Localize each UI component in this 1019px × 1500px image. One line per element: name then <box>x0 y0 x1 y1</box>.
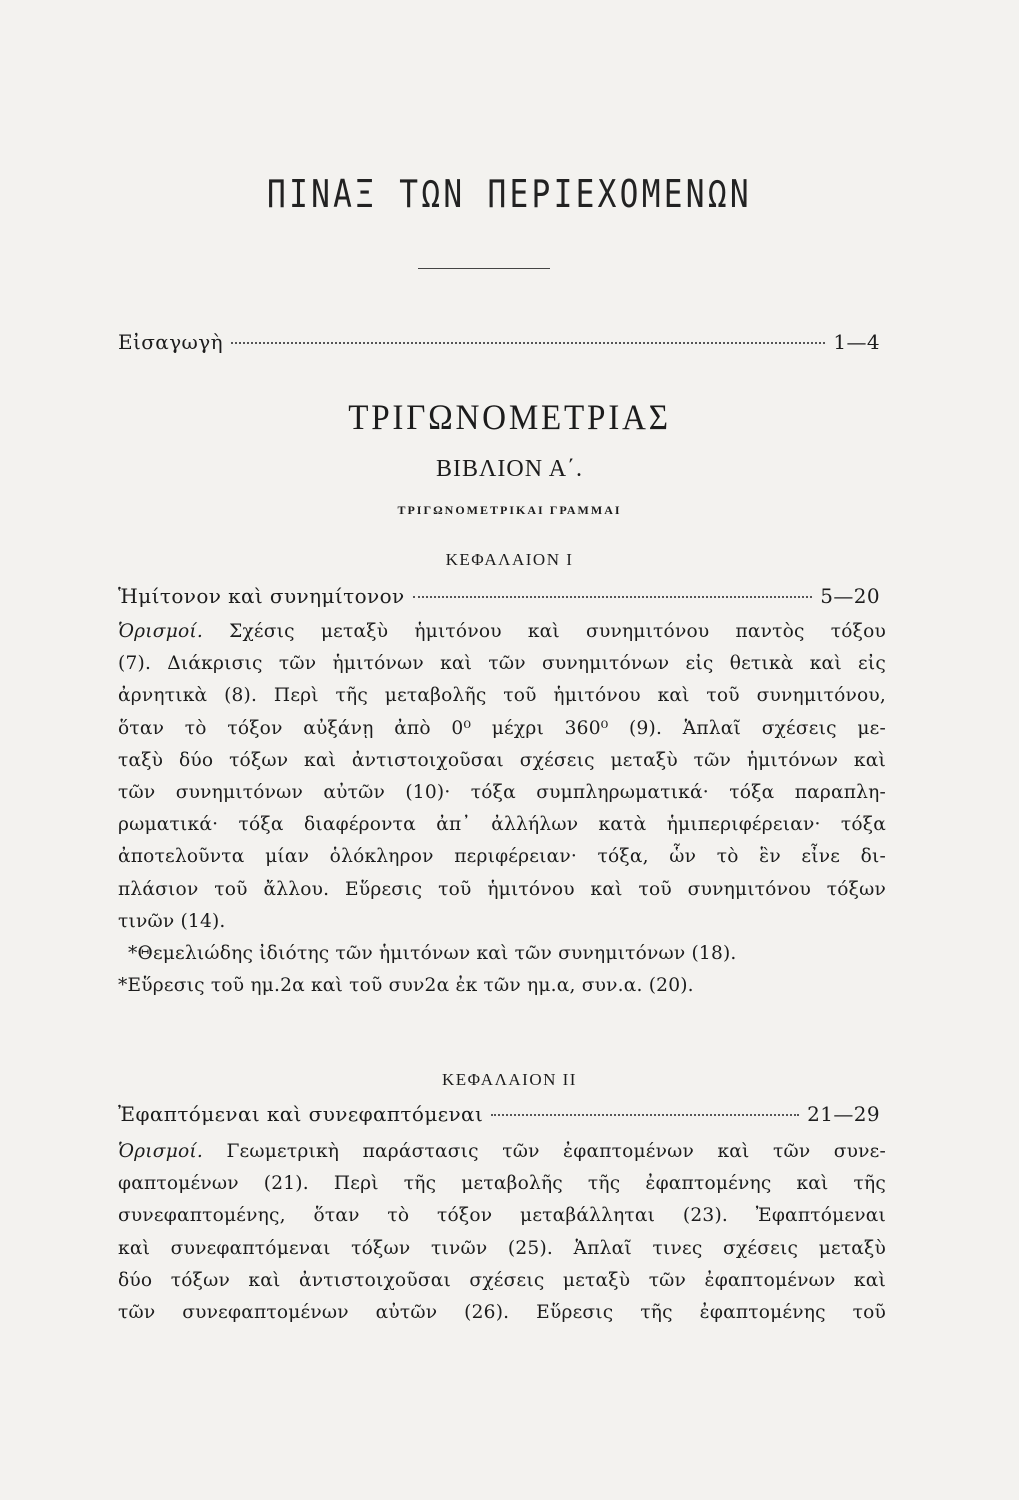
toc-entry-chapter-1 <box>118 584 880 608</box>
summary-line: Ὁρισμοί. Γεωμετρικὴ παράστασις τῶν ἐφαπτομένων καὶ τῶν συνε- <box>118 1141 886 1162</box>
summary-line: τῶν συνεφαπτομένων αὐτῶν (26). Εὕρεσις τῆς ἐφαπτομένης τοῦ <box>118 1302 886 1324</box>
toc-entry-intro-label: Εἰσαγωγὴ <box>118 330 223 354</box>
summary-line: (7). Διάκρισις τῶν ἡμιτόνων καὶ τῶν συνημιτόνων εἰς θετικὰ καὶ εἰς <box>118 653 886 675</box>
summary-line: ἀποτελοῦντα μίαν ὁλόκληρον περιφέρειαν· τόξα, ὧν τὸ ἓν εἶνε δι- <box>118 846 886 868</box>
toc-entry-chapter-2-title: Ἐφαπτόμεναι καὶ συνεφαπτόμεναι <box>118 1102 484 1126</box>
summary-line: συνεφαπτομένης, ὅταν τὸ τόξον μεταβάλληται (23). Ἐφαπτόμεναι <box>118 1205 886 1227</box>
dot-leader <box>231 342 825 344</box>
chapter-heading-1: ΚΕΦΑΛΑΙΟΝ Ι <box>445 550 574 569</box>
chapter-2-summary <box>118 1136 886 1329</box>
dot-leader <box>413 596 813 598</box>
summary-line: ρωματικά· τόξα διαφέροντα ἀπ᾽ ἀλλήλων κατὰ ἡμιπεριφέρειαν· τόξα <box>118 814 886 836</box>
page-title: ΠΙΝΑΞ ΤΩΝ ΠΕΡΙΕΧΟΜΕΝΩΝ <box>267 172 752 216</box>
summary-line: ταξὺ δύο τόξων καὶ ἀντιστοιχοῦσαι σχέσεις μεταξὺ τῶν ἡμιτόνων καὶ <box>118 749 886 771</box>
book-subject-heading: ΤΡΙΓΩΝΟΜΕΤΡΙΑΣ <box>348 397 671 437</box>
book-number-heading: ΒΙΒΛΙΟΝ Α΄. <box>435 456 584 482</box>
summary-line: τινῶν (14). <box>118 910 226 932</box>
summary-line: πλάσιον τοῦ ἄλλου. Εὕρεσις τοῦ ἡμιτόνου καὶ τοῦ συνημιτόνου τόξων <box>118 878 886 900</box>
toc-entry-chapter-2-pages: 21—29 <box>807 1102 880 1126</box>
toc-entry-chapter-1-title: Ἡμίτονον καὶ συνημίτονον <box>118 584 405 608</box>
toc-entry-intro <box>118 330 880 354</box>
definitions-lead: Ὁρισμοί. <box>118 621 203 642</box>
dot-leader <box>491 1114 799 1116</box>
summary-line: καὶ συνεφαπτόμεναι τόξων τινῶν (25). Ἁπλαῖ τινες σχέσεις μεταξὺ <box>118 1237 886 1259</box>
definitions-lead: Ὁρισμοί. <box>118 1141 203 1162</box>
toc-entry-intro-pages: 1—4 <box>833 330 880 354</box>
summary-line: φαπτομένων (21). Περὶ τῆς μεταβολῆς τῆς ἐφαπτομένης καὶ τῆς <box>118 1173 886 1195</box>
title-divider <box>418 268 550 269</box>
chapter-1-summary <box>118 616 886 1002</box>
book-subtitle: ΤΡΙΓΩΝΟΜΕΤΡΙΚΑΙ ΓΡΑΜΜΑΙ <box>397 503 622 517</box>
summary-line: δύο τόξων καὶ ἀντιστοιχοῦσαι σχέσεις μεταξὺ τῶν ἐφαπτομένων καὶ <box>118 1269 886 1291</box>
toc-entry-chapter-1-pages: 5—20 <box>820 584 880 608</box>
summary-line: *Θεμελιώδης ἰδιότης τῶν ἡμιτόνων καὶ τῶν συνημιτόνων (18). <box>128 943 737 965</box>
summary-line: ὅταν τὸ τόξον αὐξάνῃ ἀπὸ 0⁰ μέχρι 360⁰ (9). Ἁπλαῖ σχέσεις με- <box>118 717 886 739</box>
summary-line: Ὁρισμοί. Σχέσις μεταξὺ ἡμιτόνου καὶ συνημιτόνου παντὸς τόξου <box>118 621 886 642</box>
summary-line: τῶν συνημιτόνων αὐτῶν (10)· τόξα συμπληρωματικά· τόξα παραπλη- <box>118 782 886 804</box>
summary-line: *Εὕρεσις τοῦ ημ.2α καὶ τοῦ συν2α ἐκ τῶν ημ.α, συν.α. (20). <box>118 975 694 997</box>
toc-entry-chapter-2 <box>118 1102 880 1126</box>
summary-line: ἀρνητικὰ (8). Περὶ τῆς μεταβολῆς τοῦ ἡμιτόνου καὶ τοῦ συνημιτόνου, <box>118 685 886 707</box>
chapter-heading-2: ΚΕΦΑΛΑΙΟΝ ΙΙ <box>442 1070 577 1089</box>
